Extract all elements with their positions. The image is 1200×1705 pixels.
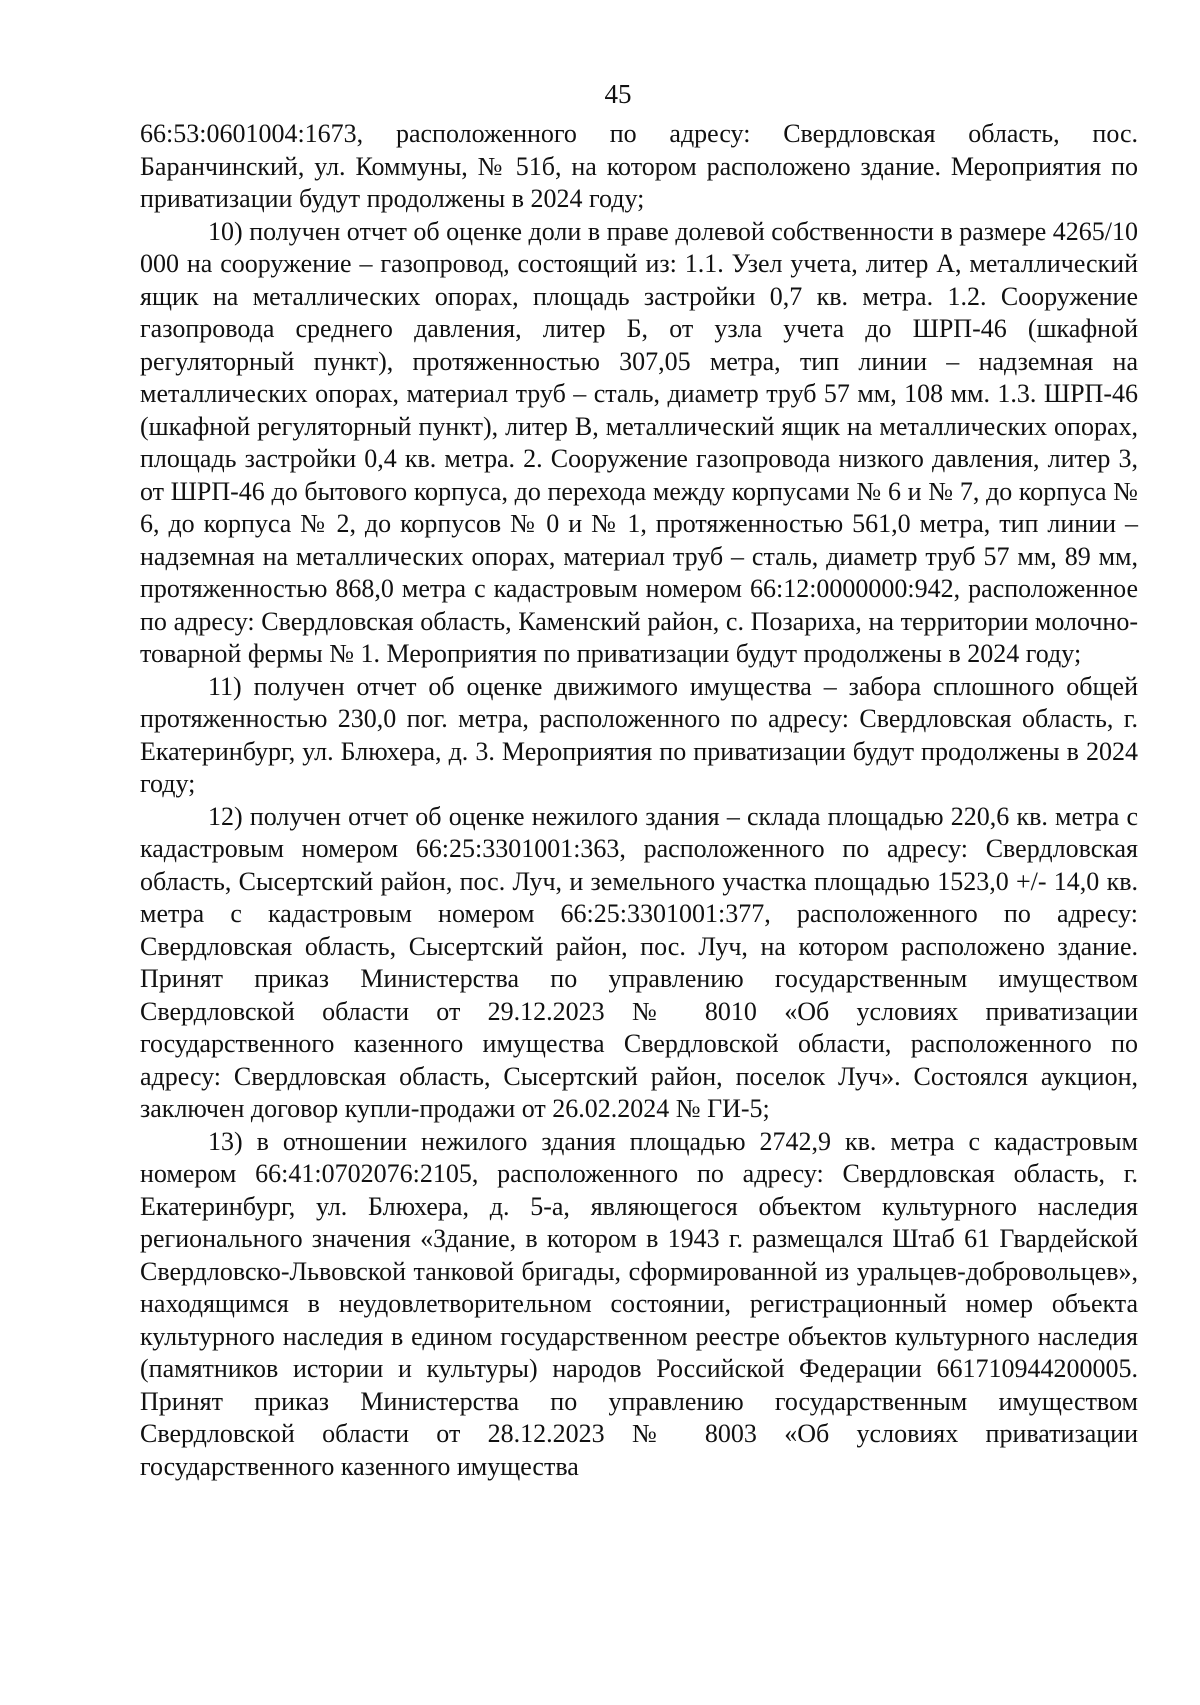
- page-number: 45: [604, 79, 632, 109]
- paragraph-item-12: 12) получен отчет об оценке нежилого здания – склада площадью 220,6 кв. метра с кадастровым номером 66:25:3301001:363, расположенного по адресу: Свердловская область, Сысертский район, пос. Луч, и земельного участка площадью 1523,0 +/- 14,0 кв. метра с кадастровым номером 66:25:3301001:377, расположенного по адресу: Свердловская область, Сысертский район, пос. Луч, на котором расположено здание. Принят приказ Министерства по управлению государственным имуществом Свердловской области от 29.12.2023 № 8010 «Об условиях приватизации государственного казенного имущества Свердловской области, расположенного по адресу: Свердловская область, Сысертский район, поселок Луч». Состоялся аукцион, заключен договор купли-продажи от 26.02.2024 № ГИ-5;: [140, 801, 1138, 1123]
- paragraph-item-11: 11) получен отчет об оценке движимого имущества – забора сплошного общей протяженностью 230,0 пог. метра, расположенного по адресу: Свердловская область, г. Екатеринбург, ул. Блюхера, д. 3. Мероприятия по приватизации будут продолжены в 2024 году;: [140, 671, 1138, 798]
- paragraph-continuation: 66:53:0601004:1673, расположенного по адресу: Свердловская область, пос. Баранчинский, ул. Коммуны, № 51б, на котором расположено здание. Мероприятия по приватизации будут продолжены в 2024 году;: [140, 119, 1138, 213]
- paragraph-item-13: 13) в отношении нежилого здания площадью 2742,9 кв. метра с кадастровым номером 66:41:0702076:2105, расположенного по адресу: Свердловская область, г. Екатеринбург, ул. Блюхера, д. 5-а, являющегося объектом культурного наследия регионального значения «Здание, в котором в 1943 г. размещался Штаб 61 Гвардейской Свердловско-Львовской танковой бригады, сформированной из уральцев-добровольцев», находящимся в неудовлетворительном состоянии, регистрационный номер объекта культурного наследия в едином государственном реестре объектов культурного наследия (памятников истории и культуры) народов Российской Федерации 661710944200005. Принят приказ Министерства по управлению государственным имуществом Свердловской области от 28.12.2023 № 8003 «Об условиях приватизации государственного казенного имущества: [140, 1126, 1138, 1481]
- paragraph-item-10: 10) получен отчет об оценке доли в праве долевой собственности в размере 4265/10 000 на сооружение – газопровод, состоящий из: 1.1. Узел учета, литер А, металлический ящик на металлических опорах, площадь застройки 0,7 кв. метра. 1.2. Сооружение газопровода среднего давления, литер Б, от узла учета до ШРП-46 (шкафной регуляторный пункт), протяженностью 307,05 метра, тип линии – надземная на металлических опорах, материал труб – сталь, диаметр труб 57 мм, 108 мм. 1.3. ШРП-46 (шкафной регуляторный пункт), литер В, металлический ящик на металлических опорах, площадь застройки 0,4 кв. метра. 2. Сооружение газопровода низкого давления, литер 3, от ШРП-46 до бытового корпуса, до перехода между корпусами № 6 и № 7, до корпуса № 6, до корпуса № 2, до корпусов № 0 и № 1, протяженностью 561,0 метра, тип линии – надземная на металлических опорах, материал труб – сталь, диаметр труб 57 мм, 89 мм, протяженностью 868,0 метра с кадастровым номером 66:12:0000000:942, расположенное по адресу: Свердловская область, Каменский район, с. Позариха, на территории молочно-товарной фермы № 1. Мероприятия по приватизации будут продолжены в 2024 году;: [140, 216, 1138, 668]
- document-body: [140, 118, 1138, 1483]
